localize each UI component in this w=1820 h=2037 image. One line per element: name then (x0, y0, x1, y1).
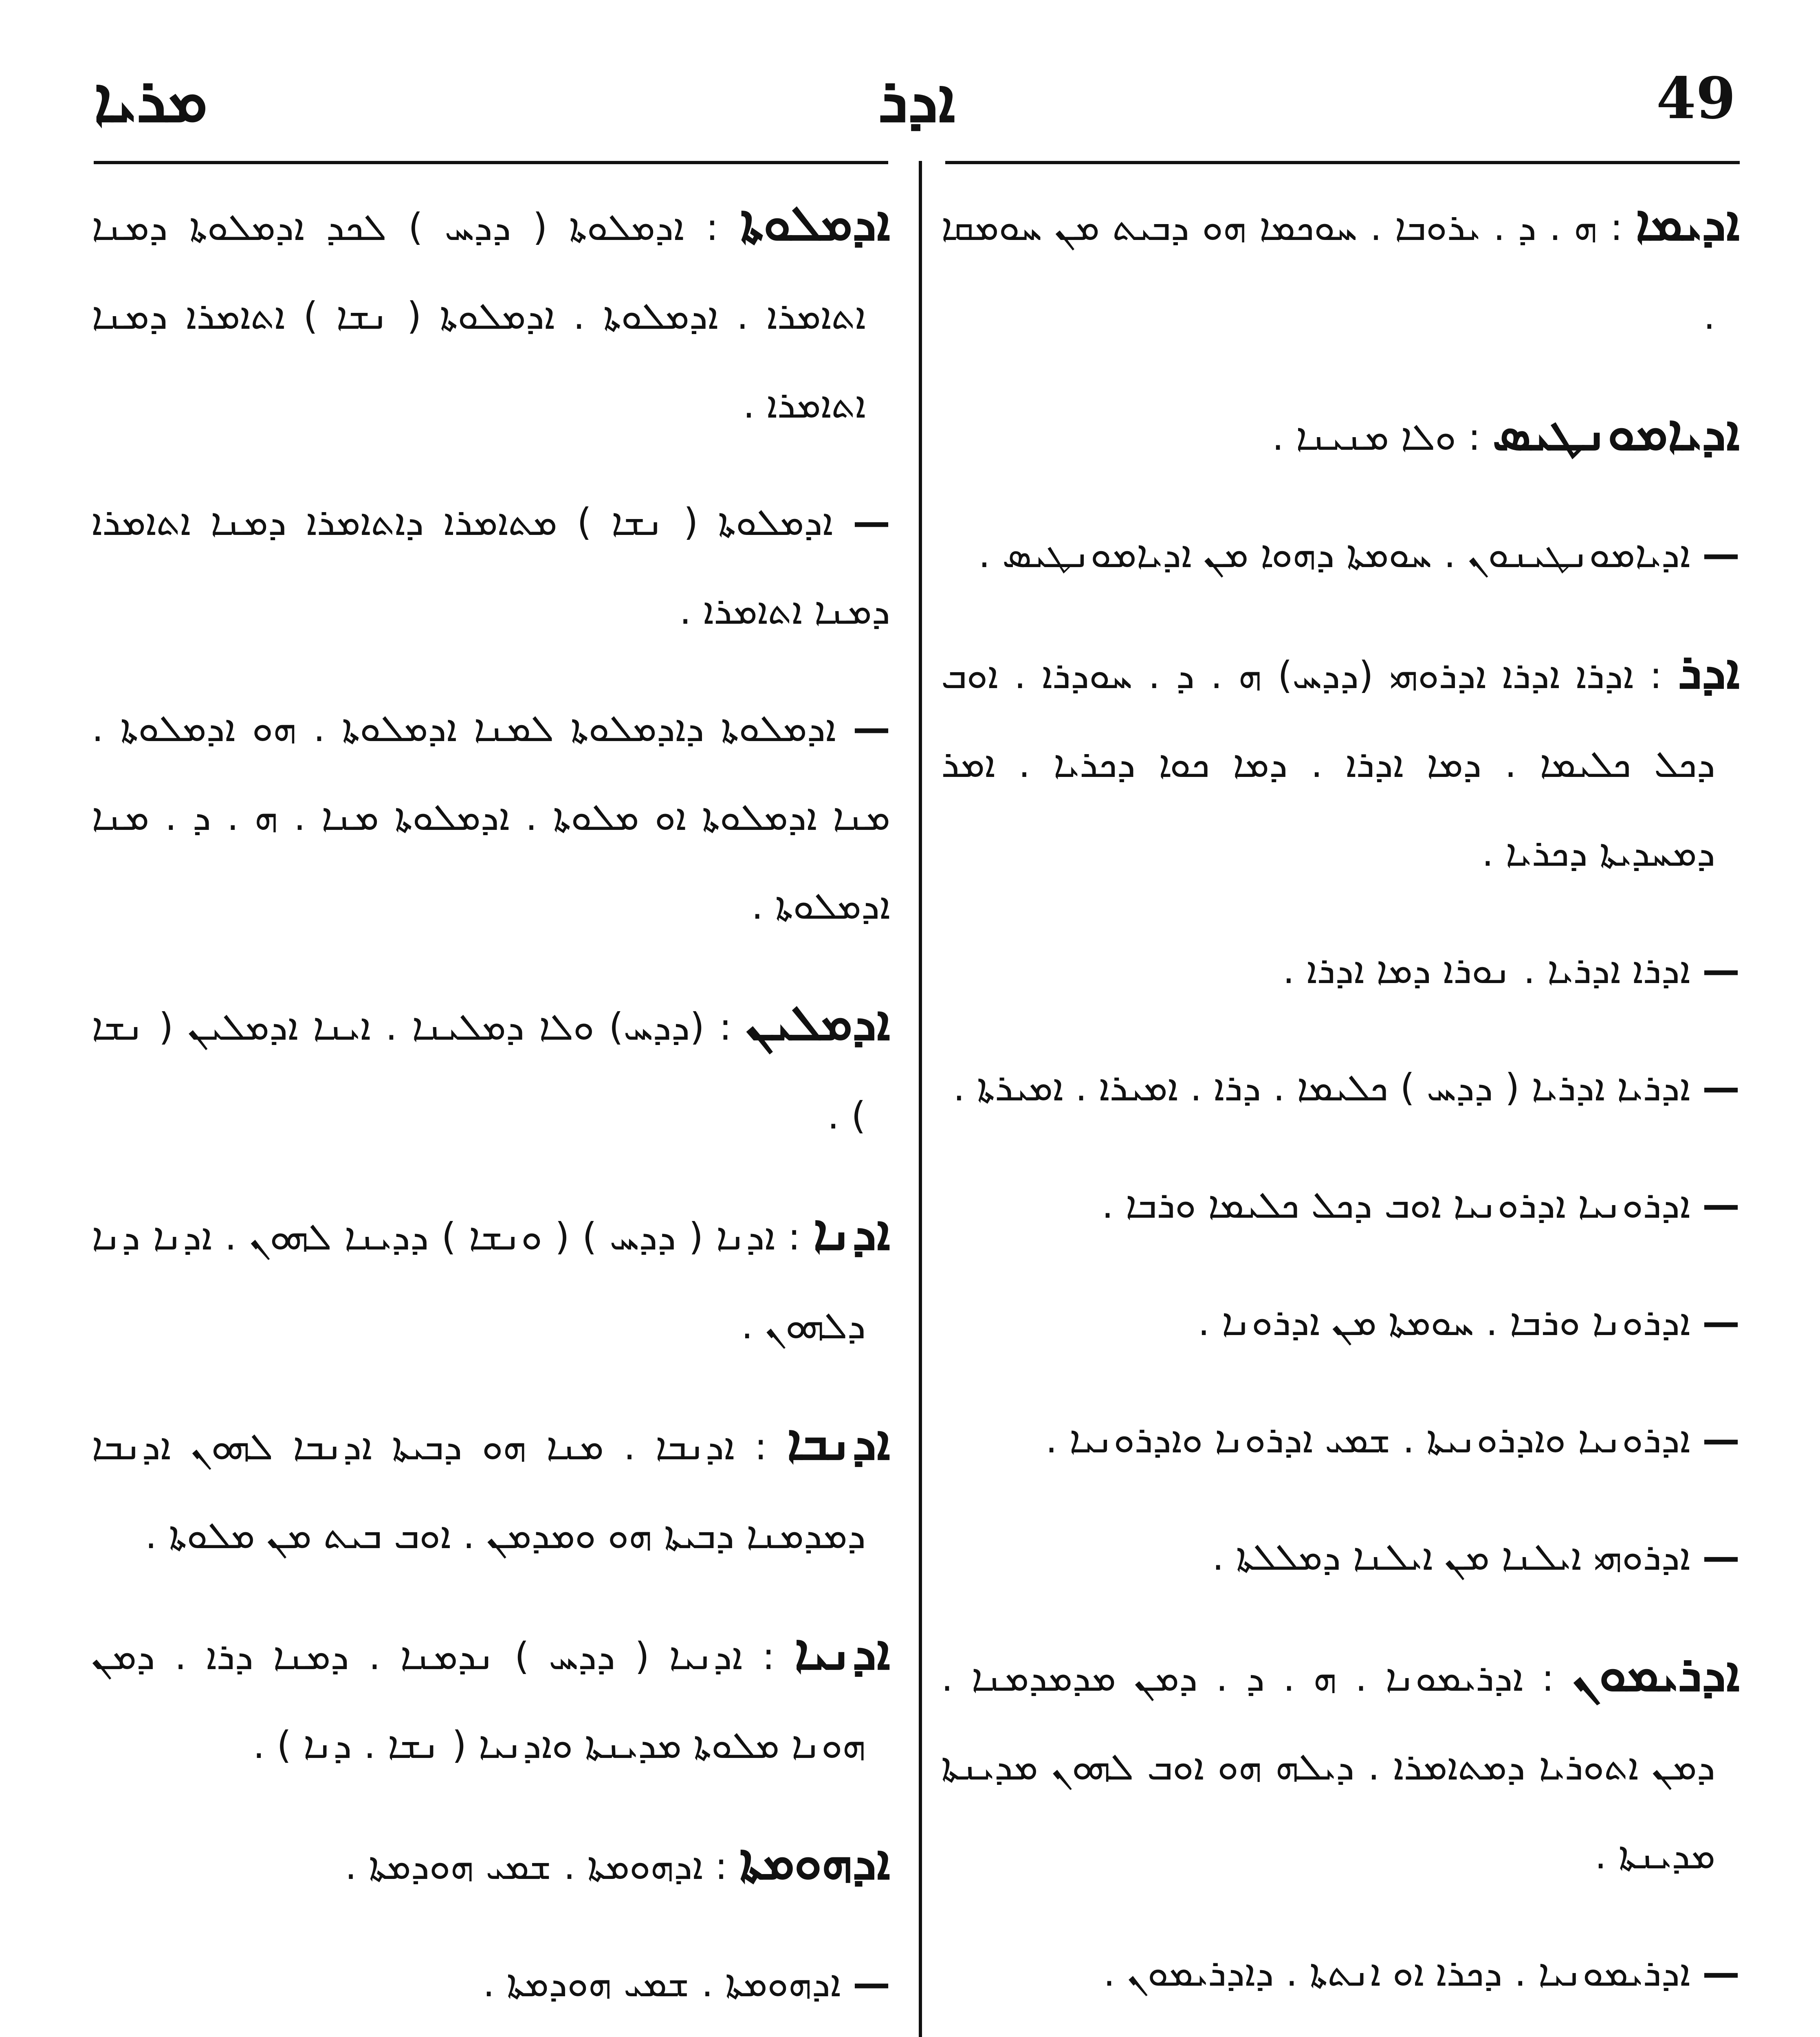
sub-entry-dash: — (1702, 532, 1740, 576)
dictionary-entry (92, 1189, 890, 1370)
page-number: 49 (1656, 65, 1736, 132)
dictionary-entry (941, 1630, 1740, 1900)
entry-definition: : ܐܕܢܐ ( ܕܕܚ ) ( ܘܢܫܐ ) ܕܕܝܢܐ ܠܗܘܢ . ܐܕܢܐ ܕܢܐ ܕܠܗܘܢ . (92, 1215, 866, 1347)
sub-entry (941, 1278, 1740, 1367)
sub-entry-dash: — (1702, 948, 1740, 992)
right-column (941, 179, 1740, 2037)
entry-headword: ܐܕܡܠܘܬܐ (740, 195, 890, 252)
entry-definition: ܐܕܡܠܘܬܐ ( ܢܫܐ ) ܡܬܐܡܪܐ ܕܐܬܐܡܪܐ ܕܡܢܐ ܐܬܐܡܪܐ ܕܡܢܐ ܐܬܐܡܪܐ . (92, 500, 890, 633)
sub-entry (941, 1043, 1740, 1132)
entry-definition: ܐܕܪܝܐ ܐܕܪܝܐ ( ܕܕܚ ) ܟܠܝܡܐ . ܕܪܐ . ܐܡܝܪܐ . ܐܡܝܪܬܐ . (953, 1066, 1702, 1109)
running-head-center: ܐܕܪ (878, 65, 955, 136)
entry-headword: ܐܕܢܝܐ (794, 1624, 890, 1681)
sub-entry-dash: — (853, 1962, 890, 2005)
sub-entry (92, 478, 890, 656)
entry-definition: : ܗ . ܕ . ܝܪܘܒܐ . ܚܘܟܡܐ ܗܘ ܕܒܝܬ ܡܢ ܚܘܡܩܐ . (941, 205, 1715, 338)
header-rule-right (945, 161, 1740, 164)
entry-definition: : ܐܕܢܒܐ . ܡܢܐ ܗܘ ܕܒܝܬܐ ܐܕܢܒܐ ܠܗܘܢ ܐܕܢܒܐ ܕܡܕܡܢܐ ܕܒܝܬܐ ܗܘ ܘܡܕܡܢ . ܐܘܒ ܒܝܬ ܡܢ ܡܠܘܬܐ . (92, 1425, 866, 1557)
dictionary-entry (92, 1399, 890, 1580)
entry-headword: ܐܕܢܒܐ (787, 1414, 890, 1471)
sub-entry-dash: — (1702, 1300, 1740, 1344)
sub-entry-dash: — (1702, 1066, 1740, 1109)
entry-definition: ܐܕܗܘܡܬܐ . ܫܡܝ ܗܘܕܡܬܐ . (482, 1962, 853, 2005)
sub-entry (941, 1161, 1740, 1249)
column-divider (919, 161, 922, 2037)
sub-entry (92, 684, 890, 950)
sub-entry-dash: — (853, 500, 890, 544)
dictionary-entry (941, 627, 1740, 898)
left-column (92, 179, 890, 2037)
entry-definition: ܐܕܪܐ ܐܕܪܝܐ . ܢܘܪܐ ܕܡܐ ܐܕܪܐ . (1283, 948, 1702, 992)
entry-definition: : ܘܠܐ ܡܢܝܢܐ . (1272, 415, 1493, 459)
entry-headword: ܐܕܝܡܐ (1635, 195, 1740, 252)
dictionary-entry (92, 179, 890, 449)
entry-definition: : ܐܕܗܘܡܬܐ . ܫܡܝ ܗܘܕܡܬܐ . (345, 1844, 739, 1888)
entry-definition: : (ܕܕܚ) ܘܠܐ ܕܡܠܝܢܐ . ܐܝܢܐ ܐܕܡܠܝܢ ( ܢܫܐ ) . (92, 1005, 866, 1137)
entry-definition: ܐܕܪܘܢܐ ܘܪܒܐ . ܚܘܡܬܐ ܡܢ ܐܕܪܘܢܐ . (1197, 1300, 1702, 1344)
sub-entry-dash: — (1702, 1951, 1740, 1995)
sub-entry (941, 1395, 1740, 1484)
header-rule-left (94, 161, 888, 164)
sub-entry-dash: — (1702, 1535, 1740, 1579)
entry-headword: ܐܕܪܝܡܘܢ (1572, 1646, 1740, 1703)
sub-entry-dash: — (1702, 1183, 1740, 1227)
sub-entry (941, 1929, 1740, 2017)
entry-headword: ܐܕܪ (1678, 643, 1740, 700)
sub-entry-dash: — (1702, 1418, 1740, 1461)
dictionary-entry (941, 389, 1740, 482)
entry-definition: : ܐܕܢܝܐ ( ܕܕܚ ) ܢܕܡܢܐ . ܕܡܢܐ ܕܪܐ . ܕܡܢ ܗܘܢܐ ܡܠܘܬܐ ܡܕܝܢܬܐ ܘܐܕܢܝܐ ( ܢܫܐ . ܕܢܐ ) . (92, 1634, 866, 1767)
entry-definition: ܐܕܝܐܡܘܢܛܝܢܘܢ . ܚܘܡܬܐ ܕܗܘܐ ܡܢ ܐܕܝܐܡܘܢܛܝܣ . (978, 532, 1702, 576)
dictionary-entry (92, 1818, 890, 1911)
dictionary-entry (941, 179, 1740, 361)
sub-entry (941, 510, 1740, 599)
dictionary-entry (92, 1608, 890, 1790)
entry-definition: : ܐܕܡܠܘܬܐ ( ܕܕܚ ) ܠܟܕ ܐܕܡܠܘܬܐ ܕܡܢܐ ܐܬܐܡܪܐ . ܐܕܡܠܘܬܐ . ܐܕܡܠܘܬܐ ( ܢܫܐ ) ܐܬܐܡܪܐ ܕܡܢܐ ܐܬܐܡܪܐ . (92, 205, 866, 427)
entry-definition: ܐܕܪܘܢܝܐ ܐܕܪܘܢܝܐ ܐܘܒ ܕܟܠ ܟܠܝܡܐ ܘܪܒܐ . (1101, 1183, 1702, 1227)
sub-entry-dash: — (853, 706, 890, 750)
entry-definition: : ܐܕܪܐ ܐܕܪܐ ܐܕܪܘܗܝ (ܕܕܚ) ܗ . ܕ . ܚܘܕܪܐ . ܐܘܒ ܕܟܠ ܟܠܝܡܐ . ܕܡܐ ܐܕܪܐ . ܕܡܐ ܟܘܐ ܕܟܪܝܐ . ܐܡܪ ܕܡܚܕܝܬܐ ܕܟܪܝܐ . (941, 653, 1715, 875)
entry-headword: ܐܕܝܐܡܘܢܛܝܣ (1492, 405, 1740, 462)
sub-entry (92, 1939, 890, 2028)
dictionary-entry (92, 979, 890, 1160)
entry-headword: ܐܕܡܠܝܢ (746, 995, 890, 1051)
entry-definition: ܐܕܪܝܡܘܢܝܐ . ܕܟܪܐ ܐܘ ܐܢܬܬܐ . ܕܐܕܪܝܡܘܢ . (1103, 1951, 1702, 1995)
entry-headword: ܐܕܢܐ (813, 1205, 890, 1261)
sub-entry (941, 926, 1740, 1015)
entry-definition: ܐܕܪܘܢܝܐ ܘܐܕܪܘܢܝܬܐ . ܫܡܝ ܐܕܪܘܢܐ ܘܐܕܪܘܢܝܐ . (1045, 1418, 1702, 1461)
running-head-left: ܡܪܝܐ (94, 65, 208, 136)
sub-entry (941, 1513, 1740, 1601)
entry-definition: ܐܕܪܘܗܝ ܐܝܠܢܐ ܡܢ ܐܝܠܢܐ ܕܡܠܠܬܐ . (1212, 1535, 1702, 1579)
entry-headword: ܐܕܗܘܡܬܐ (739, 1834, 890, 1891)
entry-definition: ܐܕܡܠܘܬܐ ܕܐܕܡܠܘܬܐ ܠܡܢܐ ܐܕܡܠܘܬܐ . ܗܘ ܐܕܡܠܘܬܐ . ܡܢܐ ܐܕܡܠܘܬܐ ܐܘ ܡܠܘܬܐ . ܐܕܡܠܘܬܐ ܡܢܐ . ܗ . ܕ . ܡܢܐ ܐܕܡܠܘܬܐ . (92, 706, 890, 928)
entry-definition: : ܐܕܪܝܡܘܢܐ . ܗ . ܕ . ܕܡܢ ܡܕܡܕܡܢܐ . ܕܡܢ ܐܬܘܪܝܐ ܕܡܬܐܡܪܐ . ܕܝܠܗ ܗܘ ܐܘܒ ܠܗܘܢ ܡܕܝܢܬܐ ܡܕܝܢܬܐ . (941, 1656, 1715, 1877)
